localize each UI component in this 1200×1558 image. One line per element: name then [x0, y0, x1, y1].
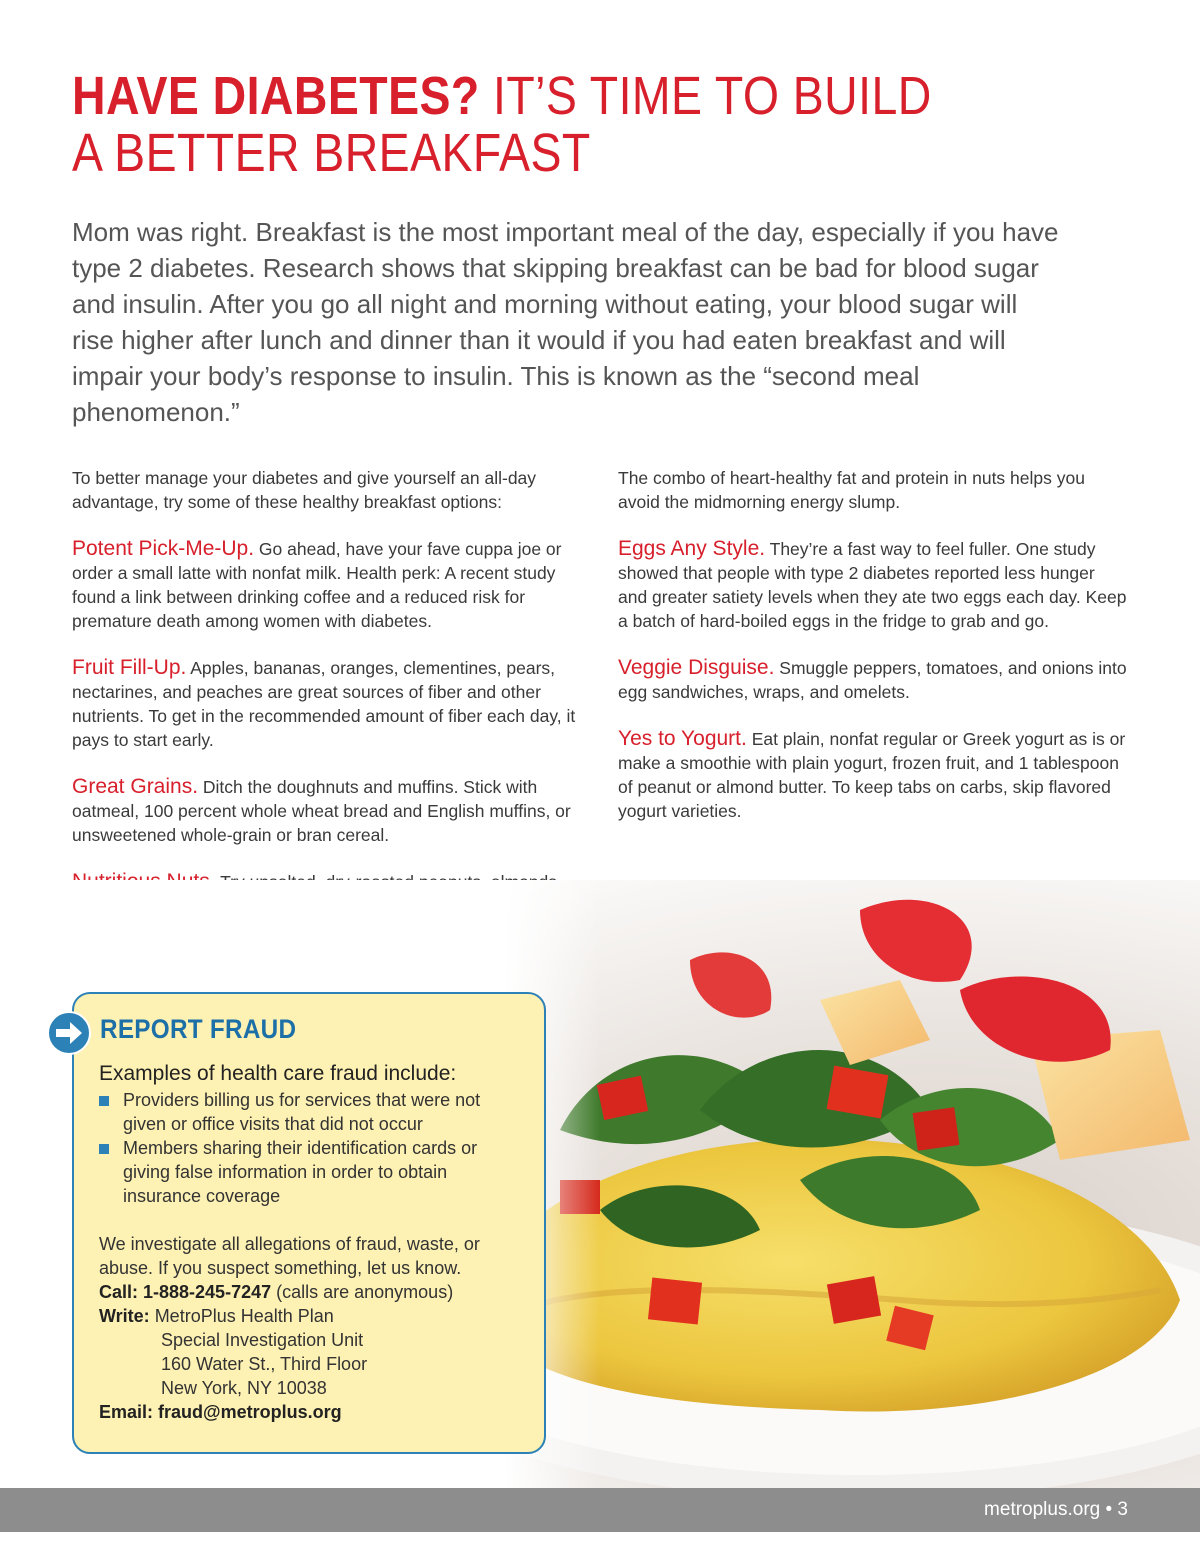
footer-bar	[0, 1488, 1200, 1532]
title-line2: A BETTER BREAKFAST	[72, 123, 591, 183]
tip-heading: Potent Pick-Me-Up.	[72, 537, 255, 560]
footer-page-info: metroplus.org • 3	[984, 1499, 1128, 1520]
tip-item	[72, 656, 592, 752]
title-line1-rest: IT’S TIME TO BUILD	[479, 66, 932, 126]
email-line[interactable]	[99, 1400, 529, 1424]
fraud-contact	[99, 1232, 529, 1424]
right-lead: The combo of heart-healthy fat and protein in nuts helps you avoid the midmorning energy slump.	[618, 468, 1085, 512]
tip-text: Ditch the doughnuts and muffins. Stick with oatmeal, 100 percent whole wheat bread and English muffins, or unsweetened whole-grain or bran cereal.	[72, 777, 571, 845]
tip-heading: Yes to Yogurt.	[618, 727, 747, 750]
tip-item	[618, 727, 1128, 823]
page-title	[72, 68, 932, 182]
address-line: MetroPlus Health Plan	[154, 1306, 334, 1326]
email-label[interactable]: Email: fraud@metroplus.org	[99, 1402, 342, 1422]
tip-heading: Fruit Fill-Up.	[72, 656, 187, 679]
intro-paragraph: Mom was right. Breakfast is the most important meal of the day, especially if you have type 2 diabetes. Research shows that skipping breakfast can be bad for blood sugar and insulin. After you go all night and morning without eating, your blood sugar will rise higher after lunch and dinner than it would if you had eaten breakfast and will impair your body’s response to insulin. This is known as the “second meal phenomenon.”	[72, 217, 1059, 427]
bullet-text: Providers billing us for services that were not given or office visits that did not occur	[123, 1090, 481, 1134]
arrow-right-icon	[46, 1010, 92, 1056]
address-line: 160 Water St., Third Floor	[161, 1354, 368, 1374]
tip-heading: Veggie Disguise.	[618, 656, 775, 679]
left-lead: To better manage your diabetes and give yourself an all-day advantage, try some of these healthy breakfast options:	[72, 468, 537, 512]
tip-item	[618, 656, 1128, 704]
tip-text: Go ahead, have your fave cuppa joe or order a small latte with nonfat milk. Health perk: A recent study found a link between drinking coffee and a reduced risk for premature death among women with diabetes.	[72, 539, 562, 631]
tip-text: Apples, bananas, oranges, clementines, pears, nectarines, and peaches are great sources of fiber and other nutrients. To get in the recommended amount of fiber each day, it pays to start early.	[72, 658, 576, 750]
address-line: New York, NY 10038	[161, 1378, 327, 1398]
fraud-subtitle: Examples of health care fraud include:	[99, 1062, 457, 1085]
right-column	[618, 466, 1128, 846]
list-item	[99, 1088, 519, 1136]
write-line	[99, 1304, 529, 1328]
square-bullet-icon	[99, 1144, 109, 1154]
tip-item	[618, 537, 1128, 633]
bullet-text: Members sharing their identification cards or giving false information in order to obtain insurance coverage	[123, 1138, 478, 1206]
tip-item	[72, 775, 592, 847]
tip-text: Eat plain, nonfat regular or Greek yogurt as is or make a smoothie with plain yogurt, frozen fruit, and 1 tablespoon of peanut or almond butter. To keep tabs on carbs, skip flavored yogurt varieties.	[618, 729, 1126, 821]
tip-text: They’re a fast way to feel fuller. One study showed that people with type 2 diabetes reported less hunger and greater satiety levels when they ate two eggs each day. Keep a batch of hard-boiled eggs in the fridge to grab and go.	[618, 539, 1127, 631]
call-label: Call: 1-888-245-7247	[99, 1282, 272, 1302]
address-line: Special Investigation Unit	[161, 1330, 364, 1350]
square-bullet-icon	[99, 1096, 109, 1106]
write-label: Write:	[99, 1306, 150, 1326]
call-line	[99, 1280, 529, 1304]
title-bold: HAVE DIABETES?	[72, 66, 480, 126]
fraud-list	[99, 1088, 519, 1208]
tip-heading: Eggs Any Style.	[618, 537, 766, 560]
investigate-text: We investigate all allegations of fraud, waste, or abuse. If you suspect something, let us know.	[99, 1234, 480, 1278]
fraud-title: REPORT FRAUD	[100, 1014, 297, 1044]
left-column	[72, 466, 592, 941]
list-item	[99, 1136, 519, 1208]
tip-text: Smuggle peppers, tomatoes, and onions into egg sandwiches, wraps, and omelets.	[618, 658, 1127, 702]
tip-heading: Great Grains.	[72, 775, 199, 798]
call-note: (calls are anonymous)	[271, 1282, 454, 1302]
tip-item	[72, 537, 592, 633]
